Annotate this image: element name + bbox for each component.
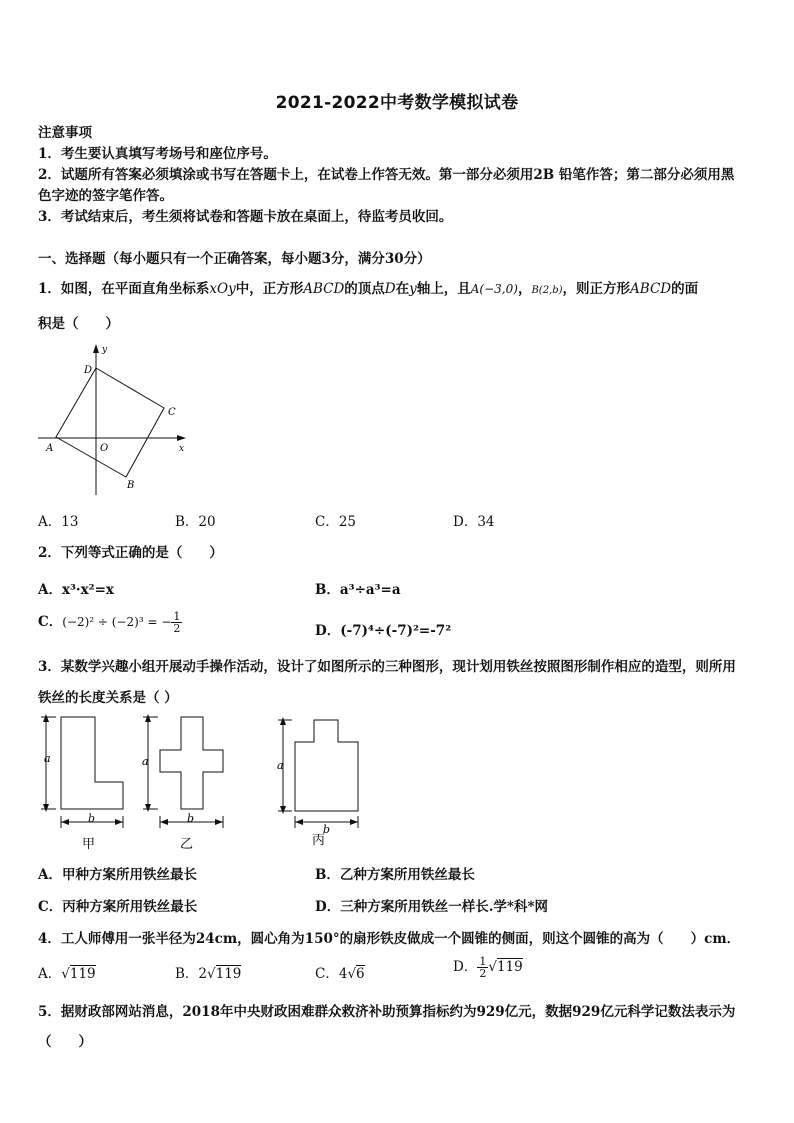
q1-d-label: D xyxy=(84,365,93,376)
jia-label: 甲 xyxy=(82,837,96,852)
q2-option-c: C．(−2)² ÷ (−2)³ = − $\frac{1}{2}$ xyxy=(38,610,181,635)
q1-option-b: B．20 xyxy=(175,514,216,530)
q1-a-label: A xyxy=(46,443,54,454)
page-title: 2021-2022中考数学模拟试卷 xyxy=(275,93,519,113)
q1-b-label: B xyxy=(127,480,135,491)
notice-item-3: 3．考试结束后，考生须将试卷和答题卡放在桌面上，待监考员收回。 xyxy=(38,209,453,225)
q3-stem-cont: 铁丝的长度关系是（ ） xyxy=(38,690,178,706)
notice-heading: 注意事项 xyxy=(38,125,92,141)
yi-label: 乙 xyxy=(180,837,194,852)
q1-coordinate-figure xyxy=(36,340,196,500)
notice-item-1: 1．考生要认真填写考场号和座位序号。 xyxy=(38,146,277,162)
yi-b-label: b xyxy=(187,812,195,825)
q4-option-c: C．4√6 xyxy=(315,966,365,982)
q3-shapes-figure xyxy=(36,712,376,857)
q5-stem-cont: （ ） xyxy=(38,1034,92,1050)
q1-option-a: A．13 xyxy=(38,514,79,530)
q5-stem: 5．据财政部网站消息，2018年中央财政困难群众救济补助预算指标约为929亿元，数据929亿元科学记数法表示为 xyxy=(38,1004,736,1020)
q3-option-a: A．甲种方案所用铁丝最长 xyxy=(38,867,197,883)
q3-option-b: B．乙种方案所用铁丝最长 xyxy=(315,867,475,883)
q2-option-d: D．(-7)⁴÷(-7)²=-7² xyxy=(315,623,452,639)
q4-option-d: D． $\frac{1}{2}$ √119 xyxy=(453,955,523,980)
q2-option-a: A．x³·x²=x xyxy=(38,582,114,598)
notice-item-2: 2．试题所有答案必须填涂或书写在答题卡上，在试卷上作答无效。第一部分必须用2B 铅笔作答；第二部分必须用黑 xyxy=(38,167,735,183)
bing-a-label: a xyxy=(277,759,284,772)
notice-item-2-cont: 色字迹的签字笔作答。 xyxy=(38,188,173,204)
q1-o-label: O xyxy=(100,443,109,454)
q4-option-b: B．2√119 xyxy=(175,966,242,982)
q4-stem: 4．工人师傅用一张半径为24cm，圆心角为150°的扇形铁皮做成一个圆锥的侧面，则这个圆锥的高为（ ）cm． xyxy=(38,931,741,947)
q3-stem: 3．某数学兴趣小组开展动手操作活动，设计了如图所示的三种图形，现计划用铁丝按照图形制作相应的造型，则所用 xyxy=(38,659,736,675)
q1-c-label: C xyxy=(168,407,176,418)
q1-stem: 1．如图，在平面直角坐标系xOy中，正方形ABCD的顶点D在y轴上，且A(−3,0)，B(2,b)，则正方形ABCD的面 xyxy=(38,281,699,297)
bing-label: 丙 xyxy=(312,833,326,848)
q3-option-d: D．三种方案所用铁丝一样长.学*科*网 xyxy=(315,899,549,915)
q4-option-a: A．√119 xyxy=(38,966,96,982)
q2-option-b: B．a³÷a³=a xyxy=(315,582,401,598)
q1-option-c: C．25 xyxy=(315,514,357,530)
q1-stem-cont: 积是（ ） xyxy=(38,316,119,332)
q1-x-label: x xyxy=(179,444,185,454)
q2-stem: 2．下列等式正确的是（ ） xyxy=(38,545,223,561)
jia-a-label: a xyxy=(44,752,51,765)
q1-option-d: D．34 xyxy=(453,514,495,530)
section-heading: 一、选择题（每小题只有一个正确答案，每小题3分，满分30分） xyxy=(38,251,431,267)
jia-b-label: b xyxy=(88,812,96,825)
yi-a-label: a xyxy=(142,755,149,768)
q3-option-c: C．丙种方案所用铁丝最长 xyxy=(38,899,198,915)
q1-y-label: y xyxy=(102,345,108,355)
bing-b-label: b xyxy=(323,823,331,836)
